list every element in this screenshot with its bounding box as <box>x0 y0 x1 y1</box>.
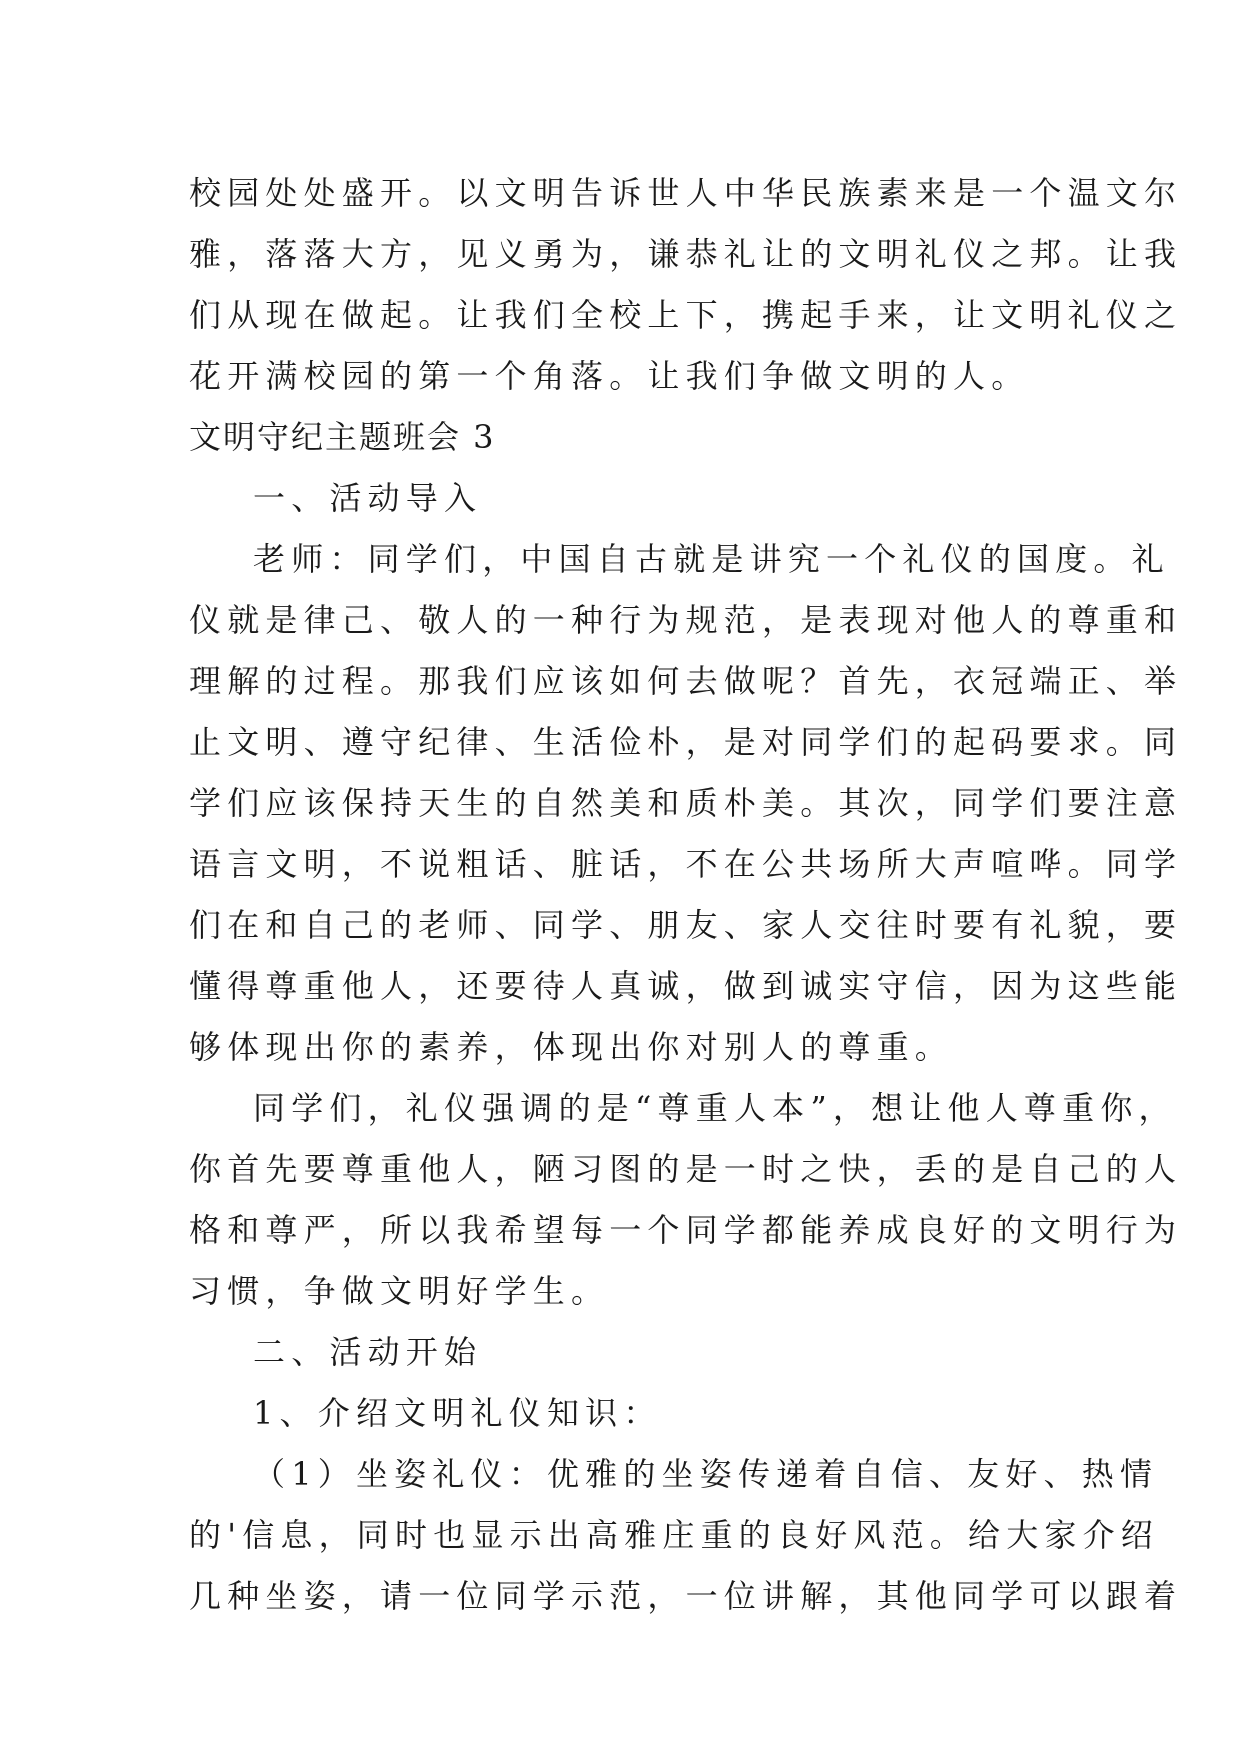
section-heading: 一、活动导入 <box>253 479 483 517</box>
document-body <box>189 163 1183 1627</box>
body-line: 花开满校园的第一个角落。让我们争做文明的人。 <box>189 357 1030 395</box>
body-line: 格和尊严，所以我希望每一个同学都能养成良好的文明行为 <box>189 1211 1183 1249</box>
body-line: 语言文明，不说粗话、脏话，不在公共场所大声喧哗。同学 <box>189 845 1183 883</box>
body-line: 们从现在做起。让我们全校上下，携起手来，让文明礼仪之 <box>189 296 1183 334</box>
list-item: （1）坐姿礼仪：优雅的坐姿传递着自信、友好、热情 <box>253 1455 1159 1493</box>
body-line: 你首先要尊重他人，陋习图的是一时之快，丢的是自己的人 <box>189 1150 1183 1188</box>
body-line: 老师：同学们，中国自古就是讲究一个礼仪的国度。礼 <box>253 540 1170 578</box>
body-line: 校园处处盛开。以文明告诉世人中华民族素来是一个温文尔 <box>189 174 1183 212</box>
body-line: 够体现出你的素养，体现出你对别人的尊重。 <box>189 1028 954 1066</box>
body-line: 懂得尊重他人，还要待人真诚，做到诚实守信，因为这些能 <box>189 967 1183 1005</box>
body-line: 几种坐姿，请一位同学示范，一位讲解，其他同学可以跟着 <box>189 1577 1183 1615</box>
body-line: 止文明、遵守纪律、生活俭朴，是对同学们的起码要求。同 <box>189 723 1183 761</box>
section-title: 文明守纪主题班会 3 <box>189 418 496 456</box>
body-line: 雅，落落大方，见义勇为，谦恭礼让的文明礼仪之邦。让我 <box>189 235 1183 273</box>
body-line: 同学们，礼仪强调的是“尊重人本”，想让他人尊重你， <box>253 1089 1177 1127</box>
body-line: 学们应该保持天生的自然美和质朴美。其次，同学们要注意 <box>189 784 1183 822</box>
body-line: 的'信息，同时也显示出高雅庄重的良好风范。给大家介绍 <box>189 1516 1159 1554</box>
list-heading: 1、介绍文明礼仪知识： <box>253 1394 662 1432</box>
section-heading: 二、活动开始 <box>253 1333 483 1371</box>
body-line: 习惯，争做文明好学生。 <box>189 1272 610 1310</box>
body-line: 理解的过程。那我们应该如何去做呢？首先，衣冠端正、举 <box>189 662 1183 700</box>
body-line: 仪就是律己、敬人的一种行为规范，是表现对他人的尊重和 <box>189 601 1183 639</box>
body-line: 们在和自己的老师、同学、朋友、家人交往时要有礼貌，要 <box>189 906 1183 944</box>
